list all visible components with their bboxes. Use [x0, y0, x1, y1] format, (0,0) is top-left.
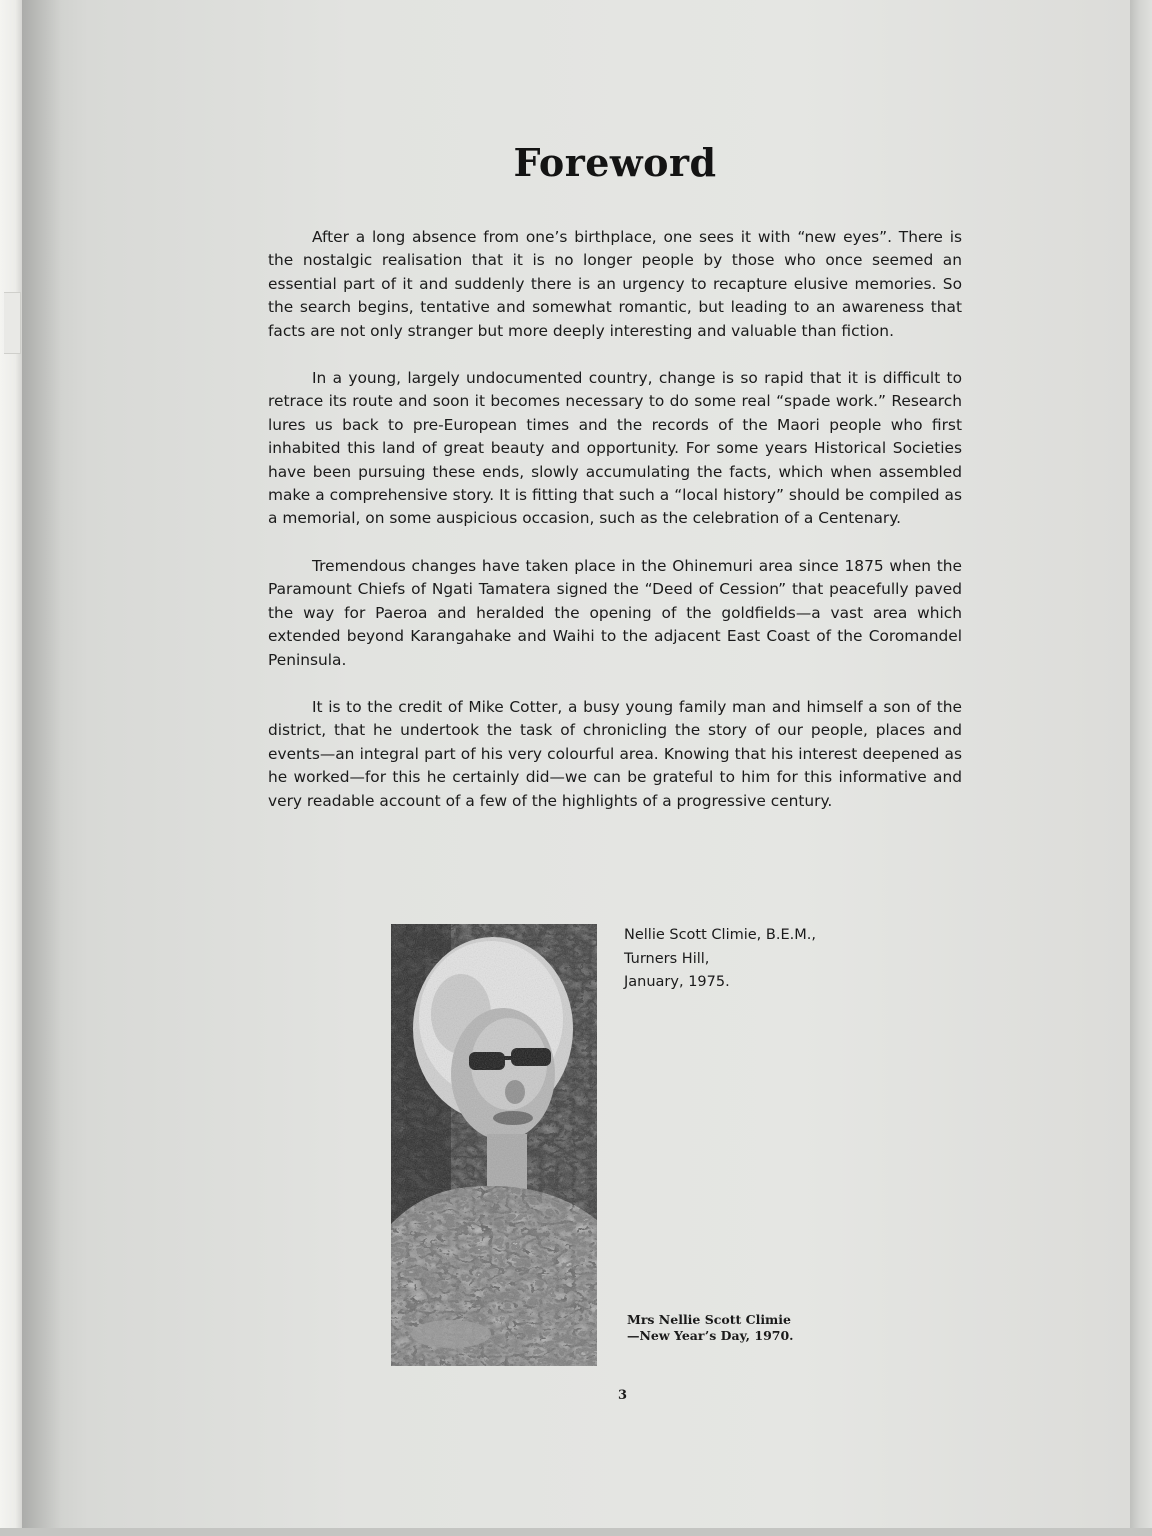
caption-line-2: —New Year’s Day, 1970.: [627, 1328, 794, 1343]
signature-name: Nellie Scott Climie, B.E.M.,: [624, 927, 816, 943]
signature-block: [624, 924, 816, 995]
caption-line-1: Mrs Nellie Scott Climie: [627, 1312, 791, 1327]
portrait-photo: [391, 924, 597, 1366]
bottom-page-edge: [0, 1528, 1152, 1536]
page-title: Foreword: [513, 140, 717, 185]
spine-shadow: [22, 0, 62, 1536]
paragraph-4: It is to the credit of Mike Cotter, a busy young family man and himself a son of the district, that he undertook the task of chronicling the story of our people, places and events—an integral part of his very colourful area. Knowing that his interest deepened as he worked—for this he certainly did—we can be grateful to him for this informative and very readable account of a few of the highlights of a progressive century.: [268, 697, 962, 810]
foreword-body: [268, 226, 962, 837]
portrait-photo-graphic: [391, 924, 597, 1366]
right-page-edge: [1130, 0, 1152, 1536]
left-page-mark: [4, 292, 21, 354]
paragraph-2: In a young, largely undocumented country, change is so rapid that it is difficult to retrace its route and soon it becomes necessary to do some real “spade work.” Research lures us back to pre-European times and the records of the Maori people who first inhabited this land of great beauty and opportunity. For some years Historical Societies have been pursuing these ends, slowly accumulating the facts, which when assembled make a comprehensive story. It is fitting that such a “local history” should be compiled as a memorial, on some auspicious occasion, such as the celebration of a Centenary.: [268, 369, 962, 528]
page-number: 3: [618, 1388, 628, 1403]
left-facing-page-edge: [0, 0, 22, 1536]
paragraph-3: Tremendous changes have taken place in the Ohinemuri area since 1875 when the Paramount Chiefs of Ngati Tamatera signed the “Deed of Cession” that peacefully paved the way for Paeroa and heralded the opening of the goldfields—a vast area which extended beyond Karangahake and Waihi to the adjacent East Coast of the Coromandel Peninsula.: [268, 556, 962, 669]
paragraph-1: After a long absence from one’s birthplace, one sees it with “new eyes”. There is the nostalgic realisation that it is no longer people by those who once seemed an essential part of it and suddenly there is an urgency to recapture elusive memories. So the search begins, tentative and somewhat romantic, but leading to an awareness that facts are not only stranger but more deeply interesting and valuable than fiction.: [268, 228, 962, 340]
signature-date: January, 1975.: [624, 974, 730, 990]
signature-place: Turners Hill,: [624, 950, 710, 967]
photo-caption: [627, 1312, 794, 1344]
